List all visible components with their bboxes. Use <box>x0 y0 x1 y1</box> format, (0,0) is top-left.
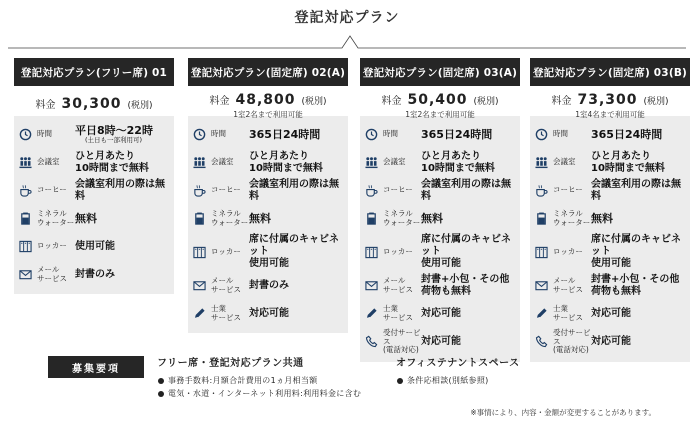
feature-row <box>364 206 516 231</box>
coffee-icon <box>18 184 32 198</box>
price-tax: (税別) <box>301 97 327 107</box>
feature-row <box>18 150 170 175</box>
feature-row <box>192 150 344 175</box>
feature-label: 会議室 <box>37 157 60 167</box>
locker-icon <box>18 240 32 254</box>
price-amount: 73,300 <box>577 92 638 108</box>
price-block <box>530 86 690 119</box>
price-label: 料金 <box>209 96 230 107</box>
feature-row <box>534 234 686 270</box>
feature-row <box>364 150 516 175</box>
price-label: 料金 <box>381 96 402 107</box>
feature-label: ミネラル ウォーター <box>37 208 75 227</box>
pen-icon <box>534 307 548 321</box>
feature-value: 会議室利用の際は無料 <box>421 178 511 202</box>
feature-value: ひと月あたり 10時間まで無料 <box>591 150 665 174</box>
feature-value: 封書+小包・その他 荷物も無料 <box>591 273 680 297</box>
pen-icon <box>364 307 378 321</box>
plan-card <box>188 58 348 333</box>
meeting-room-icon <box>192 156 206 170</box>
feature-value: 封書のみ <box>75 268 115 280</box>
feature-label: ロッカー <box>383 246 413 256</box>
feature-value: 対応可能 <box>591 335 631 347</box>
feature-label: ミネラル ウォーター <box>383 208 421 227</box>
coffee-icon <box>534 184 548 198</box>
common-notes-title: フリー席・登記対応プラン共通 <box>157 358 304 369</box>
feature-subnote: (土日も一部利用可) <box>85 136 143 145</box>
meeting-room-icon <box>364 156 378 170</box>
tenant-note: 条件応相談(別紙参照) <box>397 375 489 386</box>
clock-icon <box>192 128 206 142</box>
meeting-room-icon <box>18 156 32 170</box>
locker-icon <box>192 245 206 259</box>
feature-label: メール サービス <box>383 275 413 294</box>
feature-row <box>534 178 686 203</box>
locker-icon <box>364 245 378 259</box>
disclaimer: ※事情により、内容・金額が変更することがあります。 <box>470 408 656 417</box>
feature-row <box>18 262 170 287</box>
phone-icon <box>534 335 548 349</box>
price-tax: (税別) <box>473 97 499 107</box>
feature-label: 士業 サービス <box>211 303 241 322</box>
feature-value: 会議室利用の際は無料 <box>591 178 681 202</box>
mail-icon <box>364 279 378 293</box>
price-amount: 30,300 <box>61 96 122 112</box>
feature-row <box>364 178 516 203</box>
feature-label: 会議室 <box>211 157 234 167</box>
feature-row <box>192 234 344 270</box>
feature-row <box>18 206 170 231</box>
common-note: 電気・水道・インターネット利用料:利用料金に含む <box>158 388 361 399</box>
feature-row <box>18 234 170 259</box>
feature-label: ロッカー <box>553 246 583 256</box>
feature-label: 受付サービス (電話対応) <box>553 328 591 355</box>
feature-value: 封書のみ <box>249 279 289 291</box>
feature-row <box>534 329 686 355</box>
feature-row <box>192 122 344 147</box>
feature-value: 封書+小包・その他 荷物も無料 <box>421 273 510 297</box>
feature-row <box>534 301 686 326</box>
feature-value: 席に付属のキャビネット 使用可能 <box>591 234 681 269</box>
feature-value: 365日24時間 <box>591 127 663 141</box>
feature-row <box>534 206 686 231</box>
feature-label: コーヒー <box>37 185 67 195</box>
feature-value: 無料 <box>75 211 97 225</box>
feature-row <box>192 273 344 298</box>
recruit-button[interactable]: 募集要項 <box>48 356 144 378</box>
feature-label: コーヒー <box>553 185 583 195</box>
feature-label: 時間 <box>37 129 52 139</box>
plan-card <box>360 58 520 362</box>
feature-value: 無料 <box>421 211 443 225</box>
feature-label: コーヒー <box>211 185 241 195</box>
feature-value: 会議室利用の際は無料 <box>75 178 165 202</box>
clock-icon <box>364 128 378 142</box>
water-icon <box>192 212 206 226</box>
price-tax: (税別) <box>643 97 669 107</box>
feature-label: ミネラル ウォーター <box>211 208 249 227</box>
feature-value: 会議室利用の際は無料 <box>249 178 339 202</box>
tenant-notes-title: オフィステナントスペース <box>396 358 520 369</box>
mail-icon <box>18 268 32 282</box>
price-block <box>360 86 520 119</box>
feature-value: ひと月あたり 10時間まで無料 <box>421 150 495 174</box>
feature-value: 平日8時～22時 (土日も一部利用可) <box>75 124 153 145</box>
phone-icon <box>364 335 378 349</box>
feature-value: 365日24時間 <box>421 127 493 141</box>
bullet-icon <box>397 378 403 384</box>
feature-label: ミネラル ウォーター <box>553 208 591 227</box>
feature-label: 時間 <box>211 129 226 139</box>
bullet-icon <box>158 378 164 384</box>
feature-row <box>192 206 344 231</box>
plan-card <box>530 58 690 362</box>
common-note: 事務手数料:月額合計費用の1ヵ月相当額 <box>158 375 317 386</box>
feature-row <box>364 234 516 270</box>
price-label: 料金 <box>551 96 572 107</box>
feature-row <box>534 150 686 175</box>
feature-row <box>192 301 344 326</box>
feature-label: ロッカー <box>37 241 67 251</box>
capacity-note: 1室2名まで利用可能 <box>405 110 475 119</box>
bullet-icon <box>158 391 164 397</box>
clock-icon <box>534 128 548 142</box>
mail-icon <box>534 279 548 293</box>
feature-row <box>364 122 516 147</box>
feature-value: ひと月あたり 10時間まで無料 <box>75 150 149 174</box>
feature-label: 会議室 <box>383 157 406 167</box>
feature-label: コーヒー <box>383 185 413 195</box>
feature-list <box>14 116 174 294</box>
feature-row <box>18 122 170 147</box>
feature-row <box>364 329 516 355</box>
price-block <box>14 86 174 116</box>
title-divider <box>0 0 694 60</box>
feature-list <box>530 116 690 362</box>
feature-value: 365日24時間 <box>249 127 321 141</box>
feature-row <box>534 122 686 147</box>
price-block <box>188 86 348 119</box>
feature-label: メール サービス <box>553 275 583 294</box>
feature-value: 対応可能 <box>591 307 631 319</box>
feature-value: 無料 <box>249 211 271 225</box>
feature-label: 士業 サービス <box>383 303 413 322</box>
feature-label: 士業 サービス <box>553 303 583 322</box>
feature-label: 時間 <box>553 129 568 139</box>
feature-label: メール サービス <box>211 275 241 294</box>
feature-value: 使用可能 <box>75 240 115 252</box>
plan-header: 登記対応プラン(固定席) 03(B) <box>530 58 690 86</box>
plan-card <box>14 58 174 294</box>
feature-label: 会議室 <box>553 157 576 167</box>
feature-value: 席に付属のキャビネット 使用可能 <box>249 234 339 269</box>
price-tax: (税別) <box>127 101 153 111</box>
feature-label: 時間 <box>383 129 398 139</box>
plan-header: 登記対応プラン(フリー席) 01 <box>14 58 174 86</box>
price-label: 料金 <box>35 100 56 111</box>
meeting-room-icon <box>534 156 548 170</box>
feature-label: ロッカー <box>211 246 241 256</box>
coffee-icon <box>364 184 378 198</box>
pen-icon <box>192 307 206 321</box>
feature-row <box>534 273 686 298</box>
clock-icon <box>18 128 32 142</box>
feature-row <box>364 273 516 298</box>
page-title: 登記対応プラン <box>294 10 400 26</box>
plan-header: 登記対応プラン(固定席) 03(A) <box>360 58 520 86</box>
capacity-note: 1室4名まで利用可能 <box>575 110 645 119</box>
feature-value: ひと月あたり 10時間まで無料 <box>249 150 323 174</box>
feature-list <box>188 116 348 333</box>
feature-row <box>364 301 516 326</box>
water-icon <box>18 212 32 226</box>
plan-header: 登記対応プラン(固定席) 02(A) <box>188 58 348 86</box>
price-amount: 48,800 <box>235 92 296 108</box>
capacity-note: 1室2名まで利用可能 <box>233 110 303 119</box>
feature-row <box>18 178 170 203</box>
feature-value: 席に付属のキャビネット 使用可能 <box>421 234 511 269</box>
feature-value: 無料 <box>591 211 613 225</box>
price-amount: 50,400 <box>407 92 468 108</box>
feature-label: 受付サービス (電話対応) <box>383 328 421 355</box>
coffee-icon <box>192 184 206 198</box>
feature-list <box>360 116 520 362</box>
water-icon <box>364 212 378 226</box>
feature-value: 対応可能 <box>249 307 289 319</box>
mail-icon <box>192 279 206 293</box>
locker-icon <box>534 245 548 259</box>
feature-label: メール サービス <box>37 264 67 283</box>
feature-value: 対応可能 <box>421 335 461 347</box>
feature-row <box>192 178 344 203</box>
water-icon <box>534 212 548 226</box>
feature-value: 対応可能 <box>421 307 461 319</box>
